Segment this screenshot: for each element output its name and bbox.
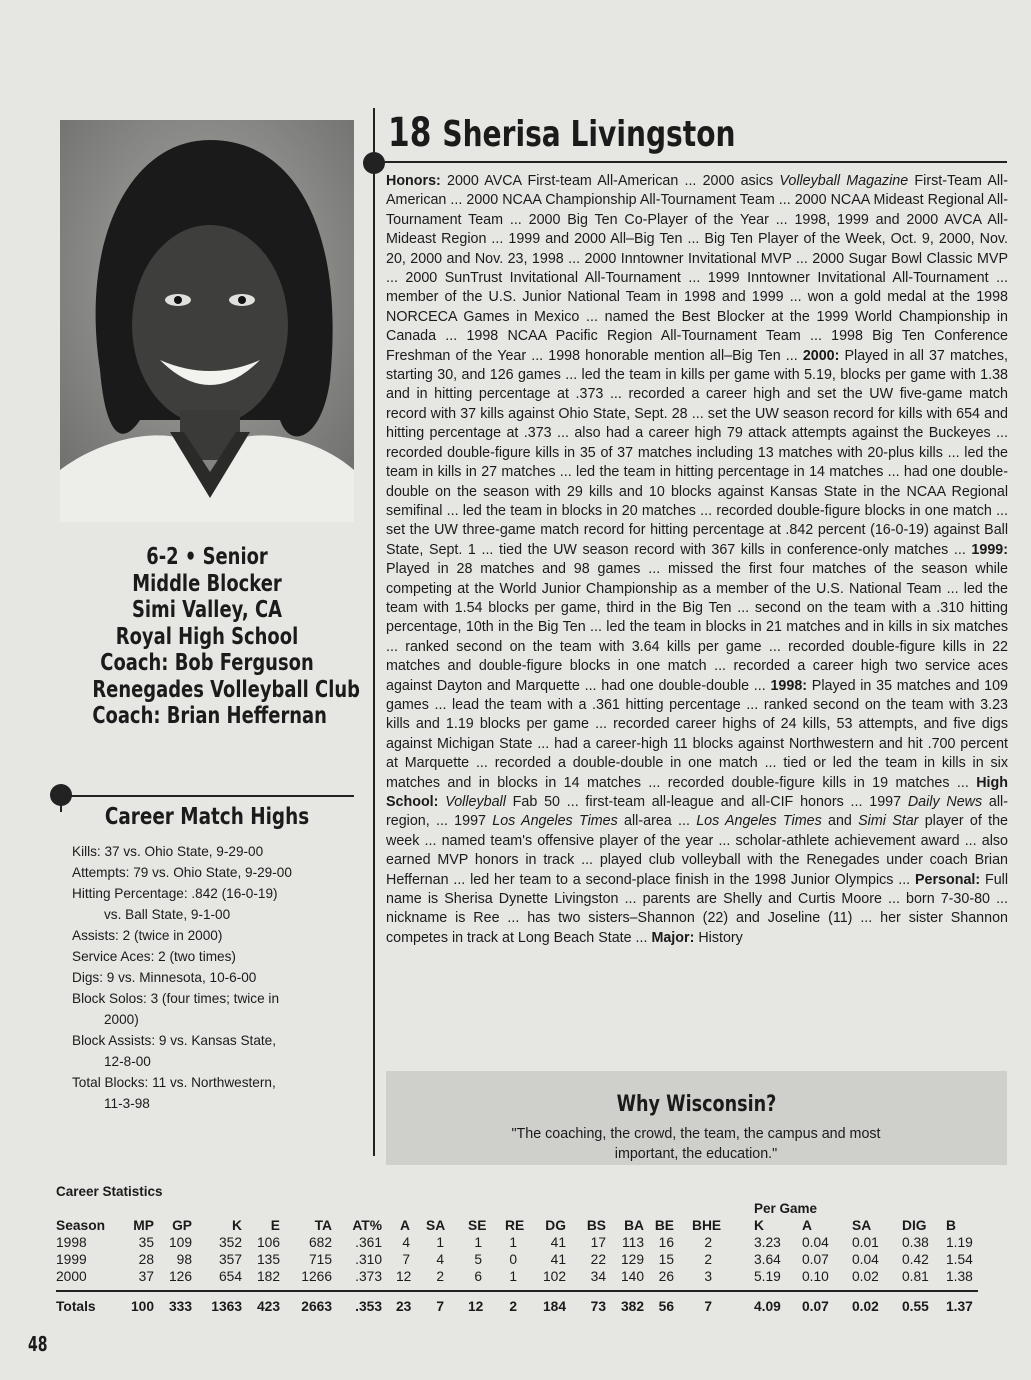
table-cell: 41 — [550, 1235, 566, 1250]
info-line: Renegades Volleyball Club — [92, 676, 360, 703]
table-cell: 37 — [138, 1269, 154, 1284]
table-cell: BA — [624, 1218, 644, 1233]
table-cell: 0.04 — [802, 1235, 829, 1250]
career-high-item: 11-3-98 — [104, 1096, 150, 1111]
table-cell: 1 — [509, 1269, 517, 1284]
career-high-item: Hitting Percentage: .842 (16-0-19) — [72, 886, 278, 901]
divider-vertical — [373, 108, 375, 1156]
bullet-dot — [363, 152, 385, 174]
table-cell: 0.55 — [902, 1299, 929, 1314]
player-photo — [60, 120, 354, 522]
table-cell: 4 — [436, 1252, 444, 1267]
table-cell: 1998 — [56, 1235, 87, 1250]
bio-text: Played in 35 matches and 109 games ... lead the team with a .361 hitting percentage ... ranked second on the team with 3.23 kills and 1.19 blocks per game ... recorded career highs of 24 kills, 53 attempts, and five digs against Michigan State ... had a career-high 11 blocks against Northwestern and hit .700 percent at Marquette ... recorded a double-double in one match ... tied or led the team in kills in six matches and in blocks in 14 matches ... recorded double-figure kills in 19 matches ... — [386, 677, 1008, 791]
bio-text: 2000 AVCA First-team All-American ... 2000 asics — [440, 173, 780, 189]
table-cell: 0.42 — [902, 1252, 929, 1267]
bio-text: Fab 50 ... first-team all-league and all-CIF honors ... 1997 — [505, 794, 908, 810]
career-high-item: Assists: 2 (twice in 2000) — [72, 928, 223, 943]
table-cell: 0.07 — [802, 1299, 829, 1314]
table-cell: 6 — [474, 1269, 482, 1284]
table-row — [56, 1252, 986, 1270]
jersey-number: 18 — [388, 110, 432, 156]
table-cell: BHE — [692, 1218, 722, 1233]
table-cell: MP — [133, 1218, 154, 1233]
table-cell: 1999 — [56, 1252, 87, 1267]
table-cell: 1.54 — [946, 1252, 973, 1267]
info-line: Middle Blocker — [132, 570, 282, 597]
table-cell: 0.04 — [852, 1252, 879, 1267]
career-high-item: Block Solos: 3 (four times; twice in — [72, 991, 279, 1006]
table-cell: 2 — [704, 1235, 712, 1250]
table-cell: 715 — [308, 1252, 332, 1267]
table-totals-row — [56, 1299, 986, 1317]
table-cell: 2 — [509, 1299, 517, 1314]
table-cell: 106 — [256, 1235, 280, 1250]
bio-section-label: Major: — [651, 929, 695, 946]
table-cell: 56 — [658, 1299, 674, 1314]
table-cell: BS — [586, 1218, 606, 1233]
table-cell: GP — [172, 1218, 192, 1233]
career-highs-title: Career Match Highs — [104, 804, 310, 830]
table-cell: 0.10 — [802, 1269, 829, 1284]
table-cell: 7 — [436, 1299, 444, 1314]
table-cell: 109 — [168, 1235, 192, 1250]
table-cell: 1.37 — [946, 1299, 973, 1314]
table-cell: 98 — [176, 1252, 192, 1267]
player-name: Sherisa Livingston — [442, 114, 736, 155]
bio-publication: Los Angeles Times — [492, 813, 618, 830]
info-line: Simi Valley, CA — [131, 597, 283, 623]
player-name-heading — [388, 110, 735, 156]
table-cell: E — [270, 1218, 280, 1233]
bio-text: History — [694, 929, 743, 946]
table-cell: 1 — [436, 1235, 444, 1250]
career-statistics-title: Career Statistics — [56, 1184, 163, 1199]
table-cell: 0.02 — [852, 1299, 879, 1314]
table-cell: DG — [545, 1218, 566, 1233]
page-number: 48 — [28, 1332, 48, 1356]
table-cell: 140 — [620, 1269, 644, 1284]
table-cell: 2 — [436, 1269, 444, 1284]
table-row — [56, 1235, 986, 1253]
career-high-item: vs. Ball State, 9-1-00 — [104, 907, 231, 922]
table-cell: 12 — [396, 1269, 412, 1284]
table-cell: 0.01 — [852, 1235, 879, 1250]
bio-publication: Volleyball Magazine — [779, 173, 909, 189]
table-cell: 17 — [590, 1235, 606, 1250]
bio-text: all-region, ... 1997 — [386, 794, 1008, 830]
table-cell: .310 — [355, 1252, 382, 1267]
career-high-item: Digs: 9 vs. Minnesota, 10-6-00 — [72, 970, 257, 985]
table-cell: 3 — [704, 1269, 712, 1284]
why-wisconsin-title: Why Wisconsin? — [616, 1092, 777, 1117]
career-high-item: Total Blocks: 11 vs. Northwestern, — [72, 1075, 276, 1090]
player-info — [60, 544, 360, 730]
bio-text: and — [821, 813, 859, 830]
table-cell: 0.38 — [902, 1235, 929, 1250]
table-cell: 352 — [218, 1235, 242, 1250]
table-cell: 1 — [474, 1235, 482, 1250]
bio-text: Full name is Sherisa Dynette Livingston ... parents are Shelly and Curtis Moore ... born 7-30-80 ... nickname is Ree ... has two sisters–Shannon (22) and Joseline (11) ... her sister Shannon competes in track at Long Beach State ... — [386, 871, 1008, 946]
table-cell: SE — [468, 1218, 487, 1233]
bio-section-label: Honors: — [386, 173, 441, 189]
table-cell: 1 — [509, 1235, 517, 1250]
info-line: Royal High School — [115, 623, 299, 650]
table-cell: 15 — [658, 1252, 674, 1267]
table-cell: 357 — [218, 1252, 242, 1267]
info-line: Coach: Bob Ferguson — [100, 650, 314, 676]
bio-section-label: 1999: — [971, 541, 1008, 558]
table-cell: 4.09 — [754, 1299, 781, 1314]
bio-section-label: 1998: — [770, 677, 808, 694]
table-cell: 0.07 — [802, 1252, 829, 1267]
bio-publication: Volleyball — [445, 794, 506, 810]
table-cell: 34 — [590, 1269, 606, 1284]
table-cell: K — [232, 1218, 242, 1233]
table-cell: 16 — [658, 1235, 674, 1250]
table-cell: 182 — [256, 1269, 280, 1284]
table-cell: 23 — [396, 1299, 412, 1314]
table-cell: 1266 — [301, 1269, 332, 1284]
table-cell: 26 — [658, 1269, 674, 1284]
table-cell: 184 — [542, 1299, 566, 1314]
bio-text: Played in 28 matches and 98 games ... missed the first four matches of the season while competing at the World Junior Championship as a member of the U.S. National Team ... led the team with 1.54 blocks per game, third in the Big Ten ... second on the team with a .310 hitting percentage, 10th in the Big Ten ... led the team in blocks in 21 matches and in kills in six matches ... ranked second on the team with 3.64 kills per game ... recorded double-figure kills in 22 matches and double-figure blocks in one match ... recorded a career high two service aces against Dayton and Marquette ... had one double-double ... — [386, 561, 1008, 694]
table-cell: Season — [56, 1218, 106, 1233]
table-row — [56, 1269, 986, 1287]
career-high-item: 2000) — [104, 1012, 139, 1027]
table-cell: 423 — [256, 1299, 280, 1314]
table-cell: 2 — [704, 1252, 712, 1267]
table-cell: 73 — [590, 1299, 606, 1314]
table-cell: 382 — [620, 1299, 644, 1314]
table-cell: TA — [314, 1218, 332, 1233]
why-wisconsin-quote: "The coaching, the crowd, the team, the campus and most important, the education." — [511, 1126, 881, 1162]
table-cell: 2663 — [301, 1299, 332, 1314]
table-cell: 7 — [402, 1252, 410, 1267]
info-line: Coach: Brian Heffernan — [92, 703, 327, 729]
table-cell: .353 — [355, 1299, 382, 1314]
table-cell: 22 — [590, 1252, 606, 1267]
table-cell: 5 — [474, 1252, 482, 1267]
table-cell: 654 — [218, 1269, 242, 1284]
table-header — [56, 1218, 986, 1236]
bio-section-label: 2000: — [802, 347, 840, 364]
career-high-item: Attempts: 79 vs. Ohio State, 9-29-00 — [72, 865, 292, 880]
table-cell: RE — [505, 1218, 525, 1233]
bio-text: all-area ... — [617, 813, 697, 830]
table-total-divider — [56, 1290, 978, 1292]
table-cell: 7 — [704, 1299, 712, 1314]
table-cell: B — [946, 1218, 956, 1233]
bio-section-label: High School: — [386, 774, 1008, 810]
table-cell: K — [754, 1218, 764, 1233]
table-cell: .373 — [355, 1269, 382, 1284]
table-cell: SA — [426, 1218, 446, 1233]
table-cell: 3.64 — [754, 1252, 781, 1267]
table-cell: 4 — [402, 1235, 410, 1250]
table-cell: 100 — [130, 1299, 154, 1314]
table-cell: A — [802, 1218, 812, 1233]
bio-text: Played in all 37 matches, starting 30, and 126 games ... led the team in kills per game with 5.19, blocks per game with 1.38 and in hitting percentage at .373 ... recorded a career high and set the UW five-game match record with 37 kills against Ohio State, Sept. 28 ... set the UW season record for kills with 654 and hitting percentage at .373 ... also had a career high 79 attack attempts against the Buckeyes ... recorded double-figure kills in 35 of 37 matches including 13 matches with 20-plus kills ... led the team in kills in 27 matches ... led the team in hitting percentage in 14 matches ... had one double-double on the season with 29 kills and 10 blocks against Kansas State in the NCAA Regional semifinal ... led the team in blocks in 20 matches ... recorded double-figure blocks in one match ... set the UW three-game match record for hitting percentage at .842 percent (16-0-19) against Ball State, Sept. 1 ... tied the UW season record with 367 kills in conference-only matches ... — [386, 347, 1008, 558]
table-cell: 333 — [168, 1299, 192, 1314]
table-cell: 1.38 — [946, 1269, 973, 1284]
player-bio — [386, 172, 1008, 948]
table-cell: 2000 — [56, 1269, 87, 1284]
table-cell: 35 — [138, 1235, 154, 1250]
table-cell: 3.23 — [754, 1235, 781, 1250]
table-cell: 5.19 — [754, 1269, 781, 1284]
bio-section-label: Personal: — [914, 871, 981, 888]
table-cell: 1363 — [211, 1299, 242, 1314]
bio-publication: Los Angeles Times — [696, 813, 822, 830]
bio-publication: Simi Star — [858, 813, 919, 830]
table-cell: 41 — [550, 1252, 566, 1267]
table-cell: AT% — [352, 1218, 382, 1233]
table-cell: SA — [852, 1218, 872, 1233]
table-cell: 28 — [138, 1252, 154, 1267]
table-cell: DIG — [902, 1218, 927, 1233]
table-cell: 682 — [308, 1235, 332, 1250]
table-cell: 113 — [622, 1235, 644, 1250]
table-cell: 0 — [509, 1252, 517, 1267]
table-cell: 102 — [542, 1269, 566, 1284]
table-cell: .361 — [355, 1235, 382, 1250]
divider-name — [373, 161, 1007, 163]
career-high-item: Kills: 37 vs. Ohio State, 9-29-00 — [72, 844, 264, 859]
table-cell: 1.19 — [946, 1235, 973, 1250]
table-cell: 135 — [256, 1252, 280, 1267]
table-cell: 0.02 — [852, 1269, 879, 1284]
info-line: 6-2 • Senior — [146, 544, 268, 570]
table-cell: 129 — [620, 1252, 644, 1267]
table-cell: A — [400, 1218, 410, 1233]
career-highs-list — [72, 841, 352, 1114]
bio-publication: Daily News — [907, 794, 983, 810]
career-high-item: Block Assists: 9 vs. Kansas State, — [72, 1033, 276, 1048]
table-cell: 126 — [168, 1269, 192, 1284]
table-cell: Totals — [56, 1299, 96, 1314]
divider-highs — [60, 795, 354, 797]
career-high-item: 12-8-00 — [104, 1054, 151, 1069]
bio-text: player of the week ... named team's offensive player of the year ... scholar-athlete achievement award ... also earned MVP honors in track ... played club volleyball with the Renegades under coach Brian Heffernan ... led her team to a second-place finish in the 1998 Junior Olympics ... — [386, 813, 1008, 888]
table-cell: 12 — [468, 1299, 484, 1314]
table-cell: 0.81 — [902, 1269, 929, 1284]
per-game-label: Per Game — [754, 1201, 818, 1216]
bio-text: First-Team All-American ... 2000 NCAA Championship All-Tournament Team ... 2000 NCAA Mideast Regional All-Tournament Team ... 2000 Big Ten Co-Player of the Year ... 1998, 1999 and 2000 AVCA All-Mideast Region ... 1999 and 2000 All–Big Ten ... Big Ten Player of the Week, Oct. 9, 2000, Nov. 20, 2000 and Nov. 23, 1998 ... 2000 Inntowner Invitational MVP ... 2000 Sugar Bowl Classic MVP ... 2000 SunTrust Invitational All-Tournament ... 1999 Inntowner Invitational All-Tournament ... member of the U.S. Junior National Team in 1998 and 1999 ... won a gold medal at the 1998 NORCECA Games in Mexico ... named the Best Blocker at the 1999 World Championship in Canada ... 1998 NCAA Pacific Region All-Tournament Team ... 1998 Big Ten Conference Freshman of the Year ... 1998 honorable mention all–Big Ten ... — [386, 173, 1008, 364]
table-cell: BE — [654, 1218, 674, 1233]
career-high-item: Service Aces: 2 (two times) — [72, 949, 236, 964]
